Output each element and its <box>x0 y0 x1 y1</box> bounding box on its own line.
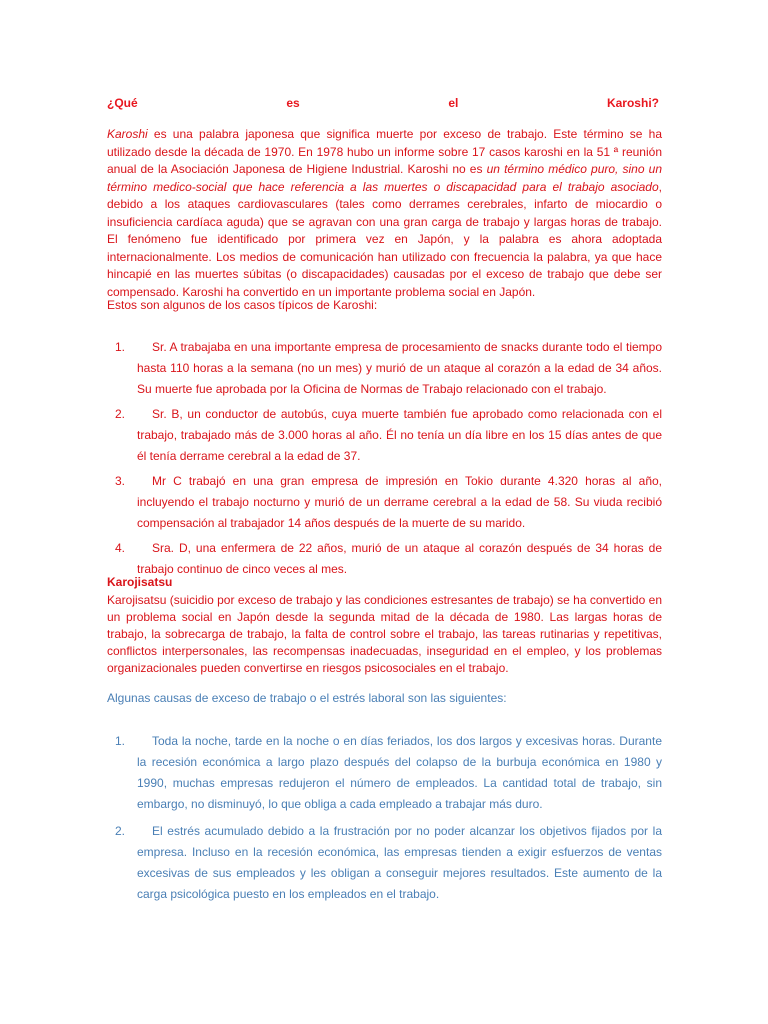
cases-list <box>107 337 662 580</box>
list-item: 3. Mr C trabajó en una gran empresa de impresión en Tokio durante 4.320 horas al año, incluyendo el trabajo nocturno y murió de un derrame cerebral a la edad de 58. Su viuda recibió compensación al trabajador 14 años después de la muerte de su marido. <box>115 474 662 530</box>
list-item: 4. Sra. D, una enfermera de 22 años, murió de un ataque al corazón después de 34 horas de trabajo continuo de cinco veces al mes. <box>115 541 662 576</box>
title-word-2: es <box>286 96 300 110</box>
list-item: 2. Sr. B, un conductor de autobús, cuya muerte también fue aprobado como relacionada con el trabajo, trabajado más de 3.000 horas al año. Él no tenía un día libre en los 15 días antes de que él tenía derrame cerebral a la edad de 37. <box>115 407 662 463</box>
intro-text-1: es una palabra japonesa que significa muerte por exceso de trabajo. Este término se ha utilizado desde la década de 1970. En 1978 hubo un informe sobre 17 casos karoshi en la 51 ª reunión anual de la Asociación Japonesa de Higiene Industrial. Karoshi no es <box>107 127 662 176</box>
causes-list <box>107 731 662 905</box>
intro-italic: un término médico puro, sino un término medico-social que hace referencia a las muertes o discapacidad para el trabajo asociado <box>107 162 662 194</box>
intro-paragraph <box>107 126 662 301</box>
intro-text-2: , debido a los ataques cardiovasculares (tales como derrames cerebrales, infarto de miocardio o insuficiencia cardíaca aguda) que se agravan con una gran carga de trabajo y largas horas de trabajo. El fenómeno fue identificado por primera vez en Japón, y la palabra es ahora adoptada internacionalmente. Los medios de comunicación han utilizado con frecuencia la palabra, ya que hace hincapié en las muertes súbitas (o discapacidades) causadas por el exceso de trabajo que debe ser compensado. Karoshi ha convertido en un importante problema social en Japón. <box>107 179 662 299</box>
karojisatsu-heading: Karojisatsu <box>107 575 173 589</box>
list-item: 2. El estrés acumulado debido a la frustración por no poder alcanzar los objetivos fijados por la empresa. Incluso en la recesión económica, las empresas tienden a exigir esfuerzos de ventas excesivas de sus empleados y les obligan a conseguir mejores resultados. Este aumento de la carga psicológica puesto en los empleados en el trabajo. <box>115 824 662 901</box>
karojisatsu-paragraph: Karojisatsu (suicidio por exceso de trabajo y las condiciones estresantes de trabajo) se ha convertido en un problema social en Japón desde la segunda mitad de la década de 1980. Las largas horas de trabajo, la sobrecarga de trabajo, la falta de control sobre el trabajo, las tareas rutinarias y repetitivas, conflictos interpersonales, las recompensas inadecuadas, inseguridad en el empleo, y los problemas organizacionales pueden convertirse en riesgos psicosociales en el trabajo. <box>107 593 662 675</box>
page-title <box>107 96 659 110</box>
title-word-1: ¿Qué <box>107 96 138 110</box>
title-word-3: el <box>448 96 459 110</box>
list-item: 1. Sr. A trabajaba en una importante empresa de procesamiento de snacks durante todo el tiempo hasta 110 horas a la semana (no un mes) y murió de un ataque al corazón a la edad de 34 años. Su muerte fue aprobada por la Oficina de Normas de Trabajo relacionado con el trabajo. <box>115 340 662 396</box>
causes-intro: Algunas causas de exceso de trabajo o el estrés laboral son las siguientes: <box>107 691 507 705</box>
intro-term: Karoshi <box>107 127 148 141</box>
title-word-4: Karoshi? <box>606 96 659 110</box>
cases-intro: Estos son algunos de los casos típicos de Karoshi: <box>107 298 378 312</box>
list-item: 1. Toda la noche, tarde en la noche o en días feriados, los dos largos y excesivas horas. Durante la recesión económica a largo plazo después del colapso de la burbuja económica en 1980 y 1990, muchas empresas redujeron el número de empleados. La cantidad total de trabajo, sin embargo, no disminuyó, lo que obliga a cada empleado a trabajar más duro. <box>115 734 662 811</box>
